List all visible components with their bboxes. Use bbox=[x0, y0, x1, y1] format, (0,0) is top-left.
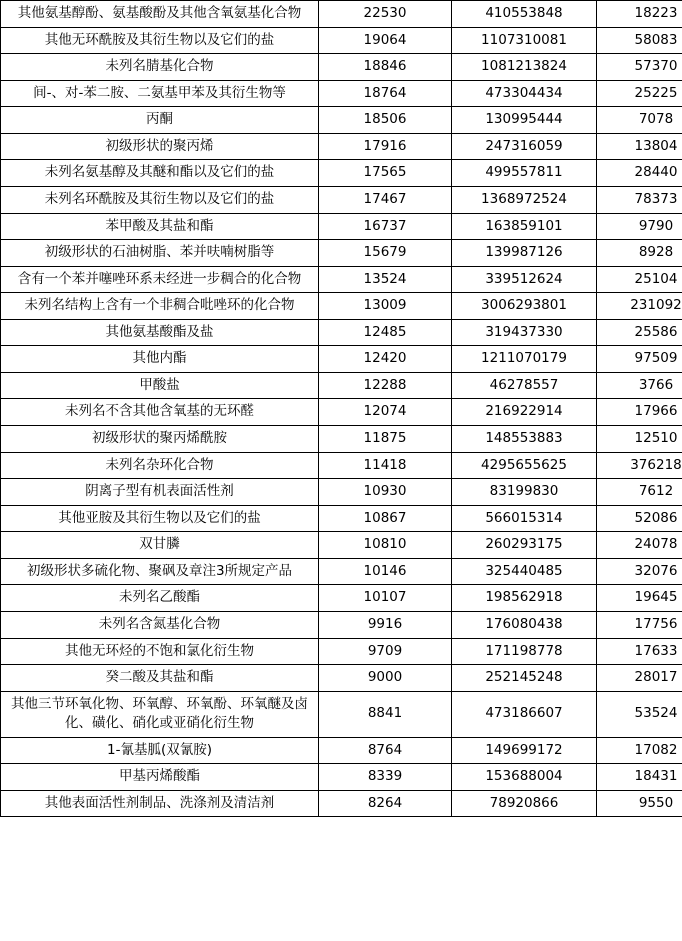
cell-value-3: 25586 bbox=[597, 319, 682, 346]
table-row bbox=[1, 266, 682, 293]
cell-value-3: 53524 bbox=[597, 691, 682, 737]
cell-value-1: 8764 bbox=[319, 737, 452, 764]
table-row bbox=[1, 399, 682, 426]
cell-value-1: 17565 bbox=[319, 160, 452, 187]
cell-value-2: 148553883 bbox=[452, 426, 597, 453]
cell-value-1: 9000 bbox=[319, 665, 452, 692]
cell-value-2: 260293175 bbox=[452, 532, 597, 559]
table-row bbox=[1, 240, 682, 267]
cell-category-name: 未列名腈基化合物 bbox=[1, 54, 319, 81]
cell-value-2: 149699172 bbox=[452, 737, 597, 764]
cell-value-2: 163859101 bbox=[452, 213, 597, 240]
cell-value-1: 8339 bbox=[319, 764, 452, 791]
table-row bbox=[1, 133, 682, 160]
cell-value-1: 13009 bbox=[319, 293, 452, 320]
cell-value-3: 25225 bbox=[597, 80, 682, 107]
cell-value-1: 18764 bbox=[319, 80, 452, 107]
table-row bbox=[1, 27, 682, 54]
cell-value-2: 78920866 bbox=[452, 790, 597, 817]
cell-category-name: 初级形状的聚丙烯酰胺 bbox=[1, 426, 319, 453]
cell-value-2: 153688004 bbox=[452, 764, 597, 791]
cell-category-name: 甲酸盐 bbox=[1, 372, 319, 399]
cell-value-1: 15679 bbox=[319, 240, 452, 267]
cell-category-name: 癸二酸及其盐和酯 bbox=[1, 665, 319, 692]
cell-category-name: 其他亚胺及其衍生物以及它们的盐 bbox=[1, 505, 319, 532]
cell-value-3: 7078 bbox=[597, 107, 682, 134]
cell-category-name: 未列名氨基醇及其醚和酯以及它们的盐 bbox=[1, 160, 319, 187]
cell-value-3: 57370 bbox=[597, 54, 682, 81]
cell-value-2: 1081213824 bbox=[452, 54, 597, 81]
cell-value-2: 139987126 bbox=[452, 240, 597, 267]
table-row bbox=[1, 80, 682, 107]
cell-value-1: 11418 bbox=[319, 452, 452, 479]
cell-value-2: 473304434 bbox=[452, 80, 597, 107]
table-row bbox=[1, 452, 682, 479]
cell-category-name: 未列名不含其他含氧基的无环醛 bbox=[1, 399, 319, 426]
cell-value-3: 28017 bbox=[597, 665, 682, 692]
table-row bbox=[1, 505, 682, 532]
cell-value-1: 12420 bbox=[319, 346, 452, 373]
cell-value-2: 247316059 bbox=[452, 133, 597, 160]
cell-value-3: 17633 bbox=[597, 638, 682, 665]
table-row bbox=[1, 372, 682, 399]
cell-value-3: 78373 bbox=[597, 186, 682, 213]
cell-category-name: 甲基丙烯酸酯 bbox=[1, 764, 319, 791]
cell-value-3: 24078 bbox=[597, 532, 682, 559]
cell-value-3: 9550 bbox=[597, 790, 682, 817]
cell-value-1: 11875 bbox=[319, 426, 452, 453]
table-row bbox=[1, 319, 682, 346]
cell-value-3: 32076 bbox=[597, 558, 682, 585]
cell-value-1: 18846 bbox=[319, 54, 452, 81]
table-row bbox=[1, 107, 682, 134]
cell-value-3: 231092 bbox=[597, 293, 682, 320]
cell-value-1: 10867 bbox=[319, 505, 452, 532]
cell-value-1: 8841 bbox=[319, 691, 452, 737]
cell-value-1: 9916 bbox=[319, 611, 452, 638]
table-row bbox=[1, 160, 682, 187]
cell-value-3: 25104 bbox=[597, 266, 682, 293]
cell-value-2: 339512624 bbox=[452, 266, 597, 293]
table-row bbox=[1, 213, 682, 240]
cell-value-2: 171198778 bbox=[452, 638, 597, 665]
cell-value-3: 18431 bbox=[597, 764, 682, 791]
cell-value-2: 319437330 bbox=[452, 319, 597, 346]
table-row bbox=[1, 764, 682, 791]
cell-value-1: 19064 bbox=[319, 27, 452, 54]
cell-category-name: 初级形状多硫化物、聚砜及章注3所规定产品 bbox=[1, 558, 319, 585]
cell-value-3: 19645 bbox=[597, 585, 682, 612]
cell-category-name: 双甘膦 bbox=[1, 532, 319, 559]
cell-value-1: 13524 bbox=[319, 266, 452, 293]
cell-value-3: 7612 bbox=[597, 479, 682, 506]
cell-value-1: 10810 bbox=[319, 532, 452, 559]
cell-category-name: 未列名结构上含有一个非稠合吡唑环的化合物 bbox=[1, 293, 319, 320]
cell-value-1: 10107 bbox=[319, 585, 452, 612]
cell-value-1: 16737 bbox=[319, 213, 452, 240]
table-row bbox=[1, 426, 682, 453]
cell-value-1: 12485 bbox=[319, 319, 452, 346]
cell-category-name: 其他氨基醇酚、氨基酸酚及其他含氧氨基化合物 bbox=[1, 1, 319, 28]
table-row bbox=[1, 585, 682, 612]
cell-value-3: 3766 bbox=[597, 372, 682, 399]
cell-category-name: 未列名环酰胺及其衍生物以及它们的盐 bbox=[1, 186, 319, 213]
table-row bbox=[1, 479, 682, 506]
cell-category-name: 初级形状的石油树脂、苯并呋喃树脂等 bbox=[1, 240, 319, 267]
cell-category-name: 间-、对-苯二胺、二氨基甲苯及其衍生物等 bbox=[1, 80, 319, 107]
cell-category-name: 苯甲酸及其盐和酯 bbox=[1, 213, 319, 240]
cell-category-name: 其他三节环氧化物、环氧醇、环氧酚、环氧醚及卤化、磺化、硝化或亚硝化衍生物 bbox=[1, 691, 319, 737]
cell-value-2: 216922914 bbox=[452, 399, 597, 426]
cell-category-name: 1-氰基胍(双氰胺) bbox=[1, 737, 319, 764]
cell-value-2: 252145248 bbox=[452, 665, 597, 692]
table-row bbox=[1, 638, 682, 665]
cell-value-2: 1368972524 bbox=[452, 186, 597, 213]
cell-category-name: 其他表面活性剂制品、洗涤剂及清洁剂 bbox=[1, 790, 319, 817]
table-row bbox=[1, 54, 682, 81]
table-row bbox=[1, 691, 682, 737]
cell-value-2: 130995444 bbox=[452, 107, 597, 134]
cell-value-2: 4295655625 bbox=[452, 452, 597, 479]
cell-value-3: 97509 bbox=[597, 346, 682, 373]
cell-value-3: 8928 bbox=[597, 240, 682, 267]
cell-value-1: 9709 bbox=[319, 638, 452, 665]
cell-value-3: 52086 bbox=[597, 505, 682, 532]
cell-value-3: 12510 bbox=[597, 426, 682, 453]
cell-value-1: 8264 bbox=[319, 790, 452, 817]
cell-value-2: 83199830 bbox=[452, 479, 597, 506]
cell-value-1: 12074 bbox=[319, 399, 452, 426]
cell-value-1: 17467 bbox=[319, 186, 452, 213]
cell-category-name: 其他无环烃的不饱和氯化衍生物 bbox=[1, 638, 319, 665]
cell-category-name: 未列名杂环化合物 bbox=[1, 452, 319, 479]
cell-value-3: 17966 bbox=[597, 399, 682, 426]
cell-category-name: 其他氨基酸酯及盐 bbox=[1, 319, 319, 346]
cell-value-2: 46278557 bbox=[452, 372, 597, 399]
table-row bbox=[1, 346, 682, 373]
cell-category-name: 含有一个苯并噻唑环系未经进一步稠合的化合物 bbox=[1, 266, 319, 293]
table-row bbox=[1, 611, 682, 638]
table-row bbox=[1, 790, 682, 817]
cell-category-name: 阴离子型有机表面活性剂 bbox=[1, 479, 319, 506]
cell-value-2: 325440485 bbox=[452, 558, 597, 585]
cell-value-3: 17756 bbox=[597, 611, 682, 638]
cell-value-2: 176080438 bbox=[452, 611, 597, 638]
cell-value-2: 499557811 bbox=[452, 160, 597, 187]
cell-value-1: 17916 bbox=[319, 133, 452, 160]
cell-value-3: 58083 bbox=[597, 27, 682, 54]
cell-category-name: 未列名乙酸酯 bbox=[1, 585, 319, 612]
cell-value-2: 566015314 bbox=[452, 505, 597, 532]
cell-value-2: 410553848 bbox=[452, 1, 597, 28]
cell-value-2: 1107310081 bbox=[452, 27, 597, 54]
cell-category-name: 丙酮 bbox=[1, 107, 319, 134]
cell-value-1: 10930 bbox=[319, 479, 452, 506]
cell-category-name: 其他内酯 bbox=[1, 346, 319, 373]
table-row bbox=[1, 1, 682, 28]
cell-value-3: 13804 bbox=[597, 133, 682, 160]
cell-value-2: 198562918 bbox=[452, 585, 597, 612]
cell-value-3: 376218 bbox=[597, 452, 682, 479]
cell-category-name: 未列名含氮基化合物 bbox=[1, 611, 319, 638]
table-row bbox=[1, 665, 682, 692]
cell-value-2: 1211070179 bbox=[452, 346, 597, 373]
cell-category-name: 初级形状的聚丙烯 bbox=[1, 133, 319, 160]
table-body bbox=[1, 1, 682, 817]
cell-value-3: 9790 bbox=[597, 213, 682, 240]
cell-category-name: 其他无环酰胺及其衍生物以及它们的盐 bbox=[1, 27, 319, 54]
cell-value-1: 12288 bbox=[319, 372, 452, 399]
cell-value-3: 28440 bbox=[597, 160, 682, 187]
table-row bbox=[1, 186, 682, 213]
cell-value-1: 22530 bbox=[319, 1, 452, 28]
table-row bbox=[1, 532, 682, 559]
table-row bbox=[1, 737, 682, 764]
cell-value-1: 18506 bbox=[319, 107, 452, 134]
cell-value-1: 10146 bbox=[319, 558, 452, 585]
table-row bbox=[1, 293, 682, 320]
table-row bbox=[1, 558, 682, 585]
cell-value-3: 18223 bbox=[597, 1, 682, 28]
cell-value-2: 3006293801 bbox=[452, 293, 597, 320]
cell-value-3: 17082 bbox=[597, 737, 682, 764]
cell-value-2: 473186607 bbox=[452, 691, 597, 737]
